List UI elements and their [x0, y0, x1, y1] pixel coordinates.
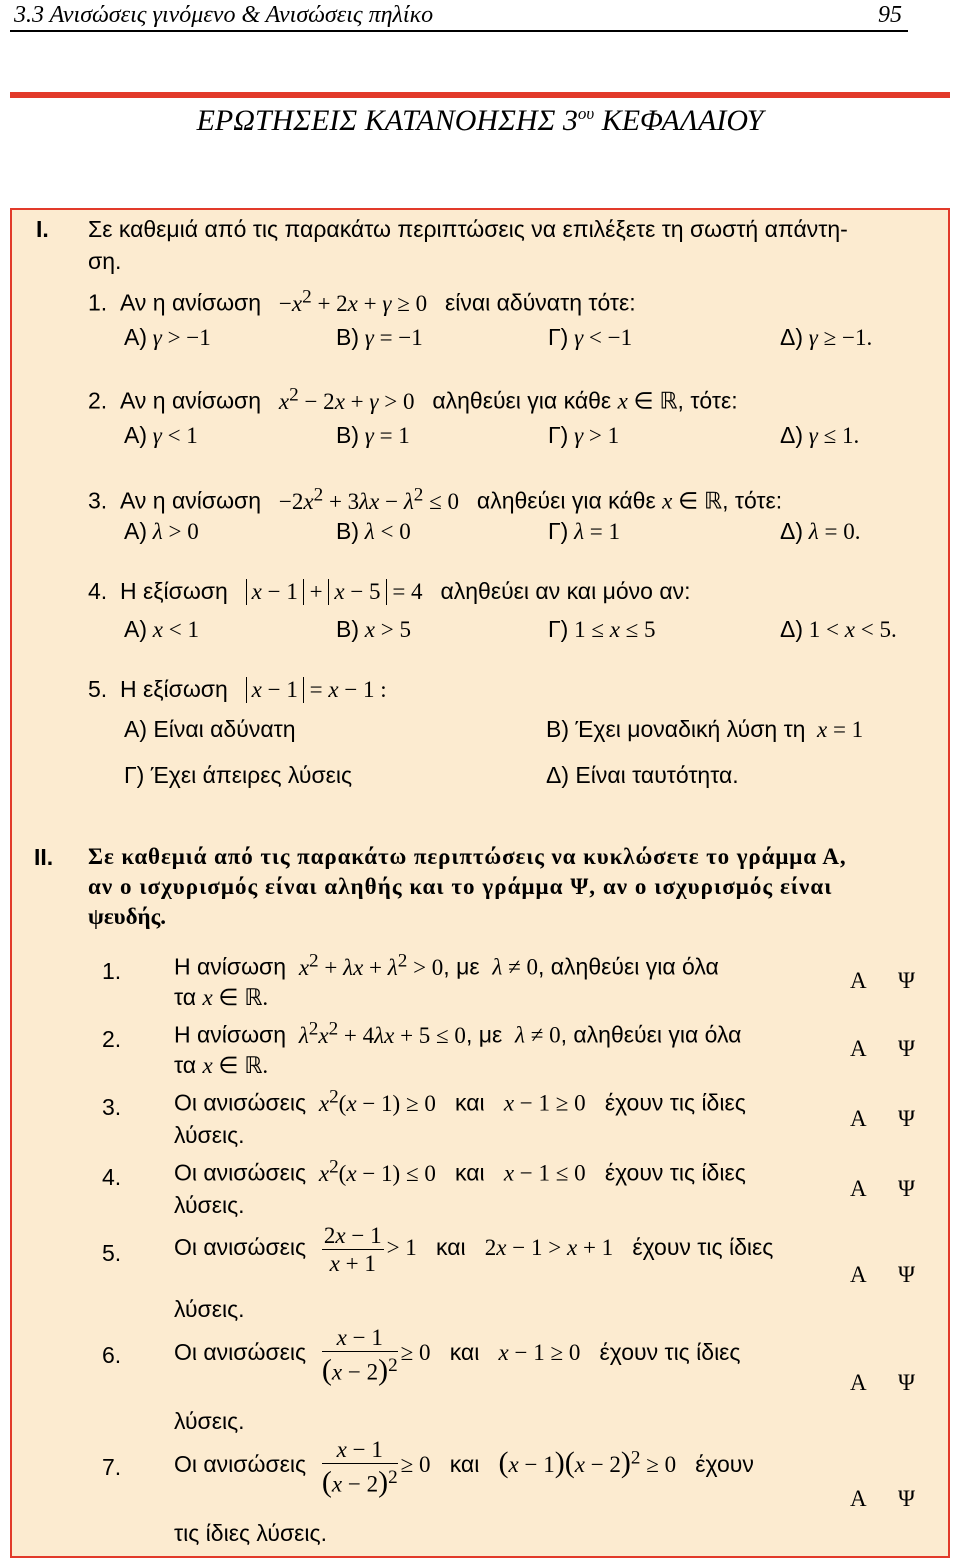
- tf-item-7-true[interactable]: Α: [850, 1486, 867, 1511]
- tf-item-7-false[interactable]: Ψ: [898, 1486, 915, 1511]
- q5-option-c: Γ) Έχει άπειρες λύσεις: [124, 762, 353, 788]
- tf-item-3-line1: Οι ανισώσεις $x^2(x - 1) \ge 0$ και x − 1 ≥ 0 έχουν τις ίδιες: [174, 1086, 746, 1116]
- q1-option-b: Β) γ = −1: [336, 324, 423, 350]
- tf-item-6-line1: Οι ανισώσεις $\frac{x - 1}{(x - 2)^2}$ ≥ 0 και x − 1 ≥ 0 έχουν τις ίδιες: [174, 1325, 741, 1387]
- page-number: 95: [878, 2, 902, 28]
- tf-item-1-num: 1.: [102, 958, 122, 984]
- tf-item-1-line2: τα x ∈ ℝ.: [174, 984, 269, 1010]
- tf-item-5-line2: λύσεις.: [174, 1296, 245, 1322]
- tf-item-4-true[interactable]: Α: [850, 1176, 867, 1201]
- q1-option-d: Δ) γ ≥ −1.: [780, 324, 873, 350]
- q4-option-c: Γ) 1 ≤ x ≤ 5: [548, 616, 656, 642]
- tf-item-6-true[interactable]: Α: [850, 1370, 867, 1395]
- tf-item-6-line2: λύσεις.: [174, 1408, 245, 1434]
- q3-option-c: Γ) λ = 1: [548, 518, 621, 544]
- part2-intro-2: αν ο ισχυρισμός είναι αληθής και το γράμμα Ψ, αν ο ισχυρισμός είναι: [88, 874, 833, 899]
- tf-item-5-false[interactable]: Ψ: [898, 1262, 915, 1287]
- tf-item-4-line1: Οι ανισώσεις $x^2(x - 1) \le 0$ και x − 1 ≤ 0 έχουν τις ίδιες: [174, 1156, 746, 1186]
- tf-item-3-line2: λύσεις.: [174, 1122, 245, 1148]
- q5-option-a: Α) Είναι αδύνατη: [124, 716, 296, 742]
- tf-item-4-line2: λύσεις.: [174, 1192, 245, 1218]
- q2-option-c: Γ) γ > 1: [548, 422, 620, 448]
- divider-bar: [10, 92, 950, 98]
- q1-option-c: Γ) γ < −1: [548, 324, 633, 350]
- q1-option-a: Α) γ > −1: [124, 324, 211, 350]
- q2-option-d: Δ) γ ≤ 1.: [780, 422, 860, 448]
- part2-intro-3: ψευδής.: [88, 904, 167, 929]
- part2-label: ΙΙ.: [34, 844, 54, 870]
- tf-item-5-num: 5.: [102, 1240, 122, 1266]
- tf-item-5-line1: Οι ανισώσεις $\frac{2x - 1}{x + 1}$ > 1 και 2x − 1 > x + 1 έχουν τις ίδιες: [174, 1223, 774, 1276]
- q3-option-b: Β) λ < 0: [336, 518, 411, 544]
- q3-option-d: Δ) λ = 0.: [780, 518, 861, 544]
- question-3: 3. Αν η $\alpha\nu ί\sigma\omega\sigma\eta -2x^2 + 3\lambda x - \lambda^2 \le 0$ αληθεύει για κάθε x ∈ ℝ, τότε:: [88, 484, 783, 514]
- part1-label: Ι.: [36, 216, 49, 242]
- section-title: 3.3 Ανισώσεις γινόμενο & Ανισώσεις πηλίκο: [14, 2, 434, 28]
- part2-intro-1: Σε καθεμιά από τις παρακάτω περιπτώσεις να κυκλώσετε το γράμμα Α,: [88, 844, 847, 869]
- tf-item-1-line1: Η ανίσωση $x^2 + \lambda x + \lambda^2 > 0$, με λ ≠ 0, αληθεύει για όλα: [174, 950, 719, 980]
- tf-item-4-false[interactable]: Ψ: [898, 1176, 915, 1201]
- chapter-title: ΕΡΩΤΗΣΕΙΣ ΚΑΤΑΝΟΗΣΗΣ $3^{o\upsilon}$ ΚΕΦΑΛΑΙΟΥ: [196, 104, 764, 137]
- q5-option-b: Β) Έχει μοναδική λύση τη x = 1: [546, 716, 864, 742]
- question-5: 5. Η εξίσωση x − 1 = x − 1 :: [88, 676, 387, 702]
- part1-intro-cont: ση.: [88, 248, 122, 274]
- question-2: 2. Αν η ανίσωση $x^2 - 2x + \gamma > 0$ αληθεύει για κάθε x ∈ ℝ, τότε:: [88, 384, 738, 414]
- tf-item-7-num: 7.: [102, 1454, 122, 1480]
- tf-item-2-line2: τα x ∈ ℝ.: [174, 1052, 269, 1078]
- q3-option-a: Α) λ > 0: [124, 518, 199, 544]
- tf-item-3-false[interactable]: Ψ: [898, 1106, 915, 1131]
- question-1: 1. Αν η $\alpha\nu ί\sigma\omega\sigma\eta -x^2 + 2x + \gamma \ge 0$ είναι αδύνατη τότε:: [88, 286, 636, 316]
- q5-option-d: Δ) Είναι ταυτότητα.: [546, 762, 739, 788]
- q2-option-a: Α) γ < 1: [124, 422, 198, 448]
- exercise-box: [10, 208, 950, 1558]
- tf-item-4-num: 4.: [102, 1164, 122, 1190]
- part1-intro: Σε καθεμιά από τις παρακάτω περιπτώσεις να επιλέξετε τη σωστή απάντη-: [88, 216, 848, 242]
- q4-option-a: Α) x < 1: [124, 616, 199, 642]
- q4-option-d: Δ) 1 < x < 5.: [780, 616, 897, 642]
- tf-item-3-true[interactable]: Α: [850, 1106, 867, 1131]
- tf-item-2-num: 2.: [102, 1026, 122, 1052]
- tf-item-2-false[interactable]: Ψ: [898, 1036, 915, 1061]
- question-4: 4. Η εξίσωση x − 1 + x − 5 = 4 αληθεύει αν και μόνο αν:: [88, 578, 691, 604]
- tf-item-6-num: 6.: [102, 1342, 122, 1368]
- tf-item-1-true[interactable]: Α: [850, 968, 867, 993]
- q4-option-b: Β) x > 5: [336, 616, 411, 642]
- page-header: [10, 0, 908, 32]
- q2-option-b: Β) γ = 1: [336, 422, 410, 448]
- tf-item-6-false[interactable]: Ψ: [898, 1370, 915, 1395]
- tf-item-1-false[interactable]: Ψ: [898, 968, 915, 993]
- tf-item-2-true[interactable]: Α: [850, 1036, 867, 1061]
- tf-item-7-line2: τις ίδιες λύσεις.: [174, 1520, 327, 1546]
- tf-item-5-true[interactable]: Α: [850, 1262, 867, 1287]
- tf-item-2-line1: Η ανίσωση $\lambda^2x^2 + 4\lambda x + 5 \le 0$, με λ ≠ 0, αληθεύει για όλα: [174, 1018, 742, 1048]
- tf-item-3-num: 3.: [102, 1094, 122, 1120]
- tf-item-7-line1: Οι ανισώσεις $\frac{x - 1}{(x - 2)^2}$ ≥ 0 και $(x - 1)(x - 2)^2 \ge 0$ έχουν: [174, 1437, 754, 1499]
